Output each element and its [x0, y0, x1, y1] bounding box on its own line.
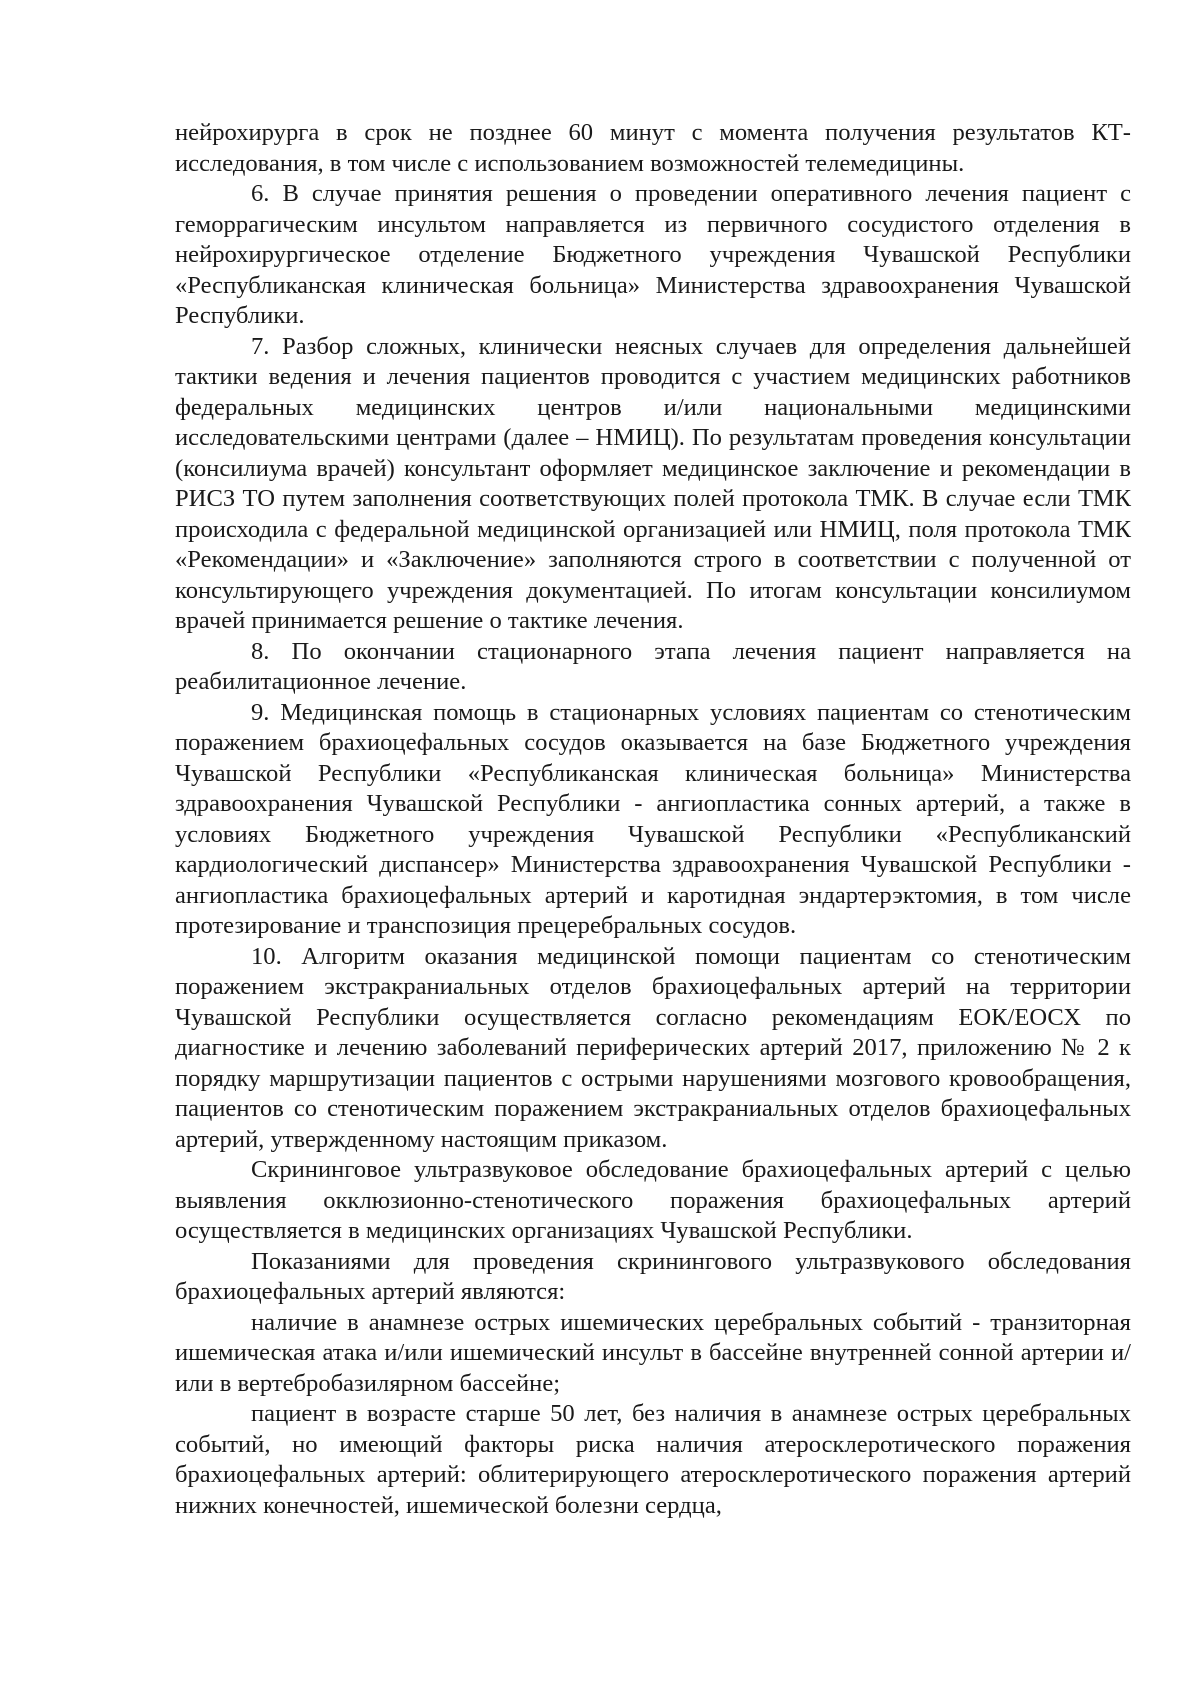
paragraph-item-7: 7. Разбор сложных, клинически неясных случаев для определения дальнейшей тактики ведения и лечения пациентов проводится с участием медицинских работников федеральных медицинских центров и/или национальными медицинскими исследовательскими центрами (далее – НМИЦ). По результатам проведения консультации (консилиума врачей) консультант оформляет медицинское заключение и рекомендации в РИСЗ ТО путем заполнения соответствующих полей протокола ТМК. В случае если ТМК происходила с федеральной медицинской организацией или НМИЦ, поля протокола ТМК «Рекомендации» и «Заключение» заполняются строго в соответствии с полученной от консультирующего учреждения документацией. По итогам консультации консилиумом врачей принимается решение о тактике лечения. — [175, 332, 1131, 634]
paragraph-item-9: 9. Медицинская помощь в стационарных условиях пациентам со стенотическим поражением брахиоцефальных сосудов оказывается на базе Бюджетного учреждения Чувашской Республики «Республиканская клиническая больница» Министерства здравоохранения Чувашской Республики - ангиопластика сонных артерий, а также в условиях Бюджетного учреждения Чувашской Республики «Республиканский кардиологический диспансер» Министерства здравоохранения Чувашской Республики - ангиопластика брахиоцефальных артерий и каротидная эндартерэктомия, в том числе протезирование и транспозиция прецеребральных сосудов. — [175, 698, 1131, 939]
paragraph-screening: Скрининговое ультразвуковое обследование брахиоцефальных артерий с целью выявления окклюзионно-стенотического поражения брахиоцефальных артерий осуществляется в медицинских организациях Чувашской Республики. — [175, 1156, 1131, 1244]
paragraph-item-6: 6. В случае принятия решения о проведении оперативного лечения пациент с геморрагическим инсультом направляется из первичного сосудистого отделения в нейрохирургическое отделение Бюджетного учреждения Чувашской Республики «Республиканская клиническая больница» Министерства здравоохранения Чувашской Республики. — [175, 180, 1131, 329]
paragraph-continuation: нейрохирурга в срок не позднее 60 минут с момента получения результатов КТ-исследования, в том числе с использованием возможностей телемедицины. — [175, 119, 1131, 177]
paragraph-item-8: 8. По окончании стационарного этапа лечения пациент направляется на реабилитационное лечение. — [175, 637, 1131, 695]
paragraph-indications: Показаниями для проведения скринингового ультразвукового обследования брахиоцефальных артерий являются: — [175, 1247, 1131, 1305]
paragraph-indication-2: пациент в возрасте старше 50 лет, без наличия в анамнезе острых церебральных событий, но имеющий факторы риска наличия атеросклеротического поражения брахиоцефальных артерий: облитерирующего атеросклеротического поражения артерий нижних конечностей, ишемической болезни сердца, — [175, 1400, 1131, 1519]
paragraph-indication-1: наличие в анамнезе острых ишемических церебральных событий - транзиторная ишемическая атака и/или ишемический инсульт в бассейне внутренней сонной артерии и/или в вертебробазилярном бассейне; — [175, 1308, 1131, 1397]
paragraph-item-10: 10. Алгоритм оказания медицинской помощи пациентам со стенотическим поражением экстракраниальных отделов брахиоцефальных артерий на территории Чувашской Республики осуществляется согласно рекомендациям ЕОК/ЕОСХ по диагностике и лечению заболеваний периферических артерий 2017, приложению № 2 к порядку маршрутизации пациентов с острыми нарушениями мозгового кровообращения, пациентов со стенотическим поражением экстракраниальных отделов брахиоцефальных артерий, утвержденному настоящим приказом. — [175, 942, 1131, 1153]
document-body — [175, 118, 1131, 1521]
